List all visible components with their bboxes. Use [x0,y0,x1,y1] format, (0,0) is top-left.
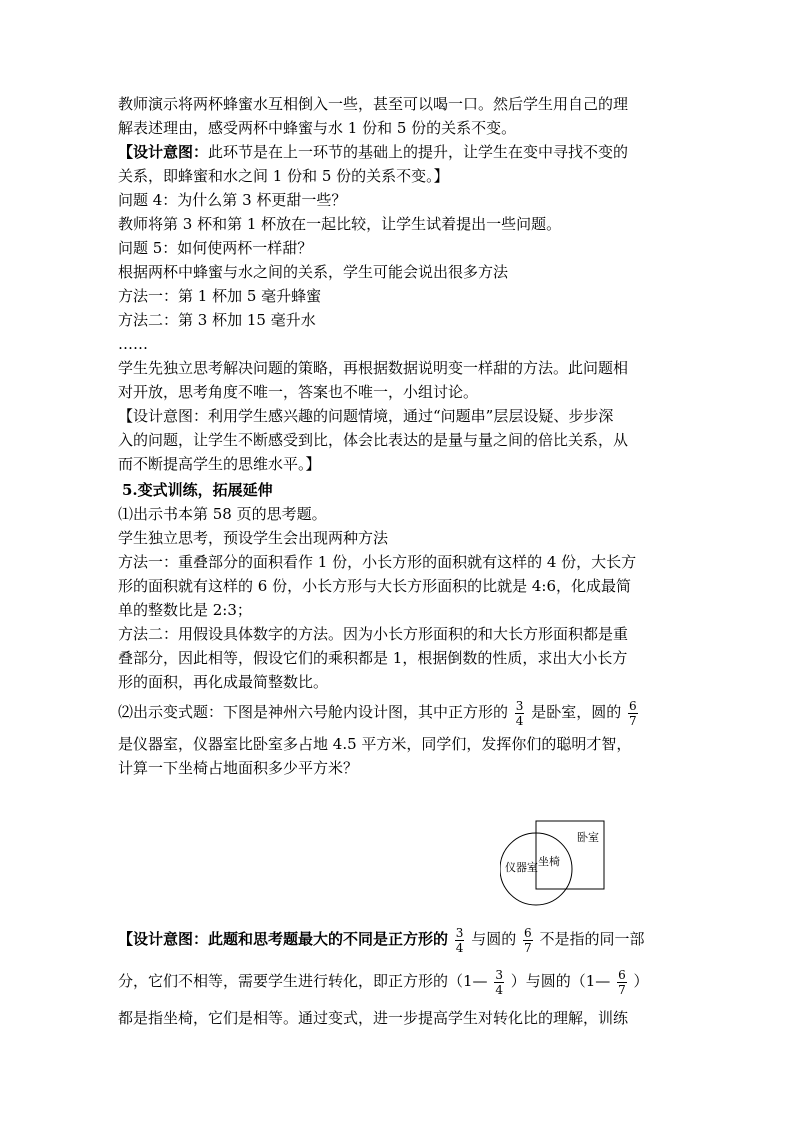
fraction-numerator: 3 [455,925,464,940]
text-span: ⑵出示变式题：下图是神州六号舱内设计图，其中正方形的 [118,703,509,721]
fraction-six-sevenths [617,968,627,997]
section-heading: 5.变式训练，拓展延伸 [122,481,273,499]
fraction-denominator: 7 [618,982,626,997]
fraction-denominator: 4 [495,982,503,997]
fraction-three-quarters [515,699,525,728]
fraction-denominator: 4 [515,713,524,728]
text-line: 教师将第 3 杯和第 1 杯放在一起比较，让学生试着提出一些问题。 [118,215,562,233]
fraction-numerator: 6 [618,967,626,982]
seat-label: 坐椅 [538,855,560,868]
text-line: 对开放，思考角度不唯一，答案也不唯一，小组讨论。 [118,383,479,401]
text-line: 方法二：用假设具体数字的方法。因为小长方形面积的和大长方形面积都是重 [118,625,629,643]
text-span: 是卧室，圆的 [531,703,622,721]
text-line: 问题 4：为什么第 3 杯更甜一些？ [118,191,347,209]
text-line: 方法一：第 1 杯加 5 毫升蜂蜜 [118,287,322,305]
text-line: 形的面积就有这样的 6 份，小长方形与大长方形面积的比就是 4:6，化成最简 [118,577,631,595]
text-line: 叠部分，因此相等，假设它们的乘积都是 1，根据倒数的性质，求出大小长方 [118,649,628,667]
text-line: 教师演示将两杯蜂蜜水互相倒入一些，甚至可以喝一口。然后学生用自己的理 [118,95,629,113]
text-span: 此环节是在上一环节的基础上的提升，让学生在变中寻找不变的 [208,143,629,161]
text-line: 问题 5：如何使两杯一样甜？ [118,239,313,257]
fraction-six-sevenths [628,699,638,728]
intent-line [118,964,649,998]
fraction-numerator: 6 [629,698,637,713]
fraction-numerator: 6 [524,925,532,940]
text-span: ） [633,972,649,990]
text-line: 关系，即蜂蜜和水之间 1 份和 5 份的关系不变。】 [118,167,449,185]
text-line: 方法二：第 3 杯加 15 毫升水 [118,311,316,329]
text-line: 方法一：重叠部分的面积看作 1 份，小长方形的面积就有这样的 4 份，大长方 [118,553,637,571]
problem-line [118,696,640,728]
text-span: ）与圆的（1— [510,972,611,990]
fraction-denominator: 7 [629,713,637,728]
text-line: …… [118,335,148,353]
text-line: 根据两杯中蜂蜜与水之间的关系，学生可能会说出很多方法 [118,263,509,281]
text-line: 【设计意图：此环节是在上一环节的基础上的提升，让学生在变中寻找不变的 [118,143,629,161]
fraction-three-quarters [494,968,504,997]
fraction-denominator: 4 [455,940,464,955]
intent-line [118,922,644,956]
text-line: 单的整数比是 2:3； [118,601,252,619]
text-span: 分，它们不相等，需要学生进行转化，即正方形的（1— [118,972,488,990]
fraction-numerator: 3 [515,698,524,713]
text-line: 入的问题，让学生不断感受到比，体会比表达的是量与量之间的倍比关系，从 [118,431,629,449]
instrument-room-label: 仪器室 [505,861,538,874]
text-line: 而不断提高学生的思维水平。】 [118,455,321,473]
text-line: 计算一下坐椅占地面积多少平方米？ [118,759,359,777]
text-span: 与圆的 [471,930,517,948]
fraction-denominator: 7 [524,940,532,955]
text-span: 不是指的同一部 [539,930,645,948]
text-line: 学生独立思考，预设学生会出现两种方法 [118,529,389,547]
text-span: 【设计意图：此题和思考题最大的不同是正方形的 [118,930,449,948]
bedroom-label: 卧室 [577,831,599,844]
fraction-numerator: 3 [495,967,503,982]
fraction-six-sevenths [523,926,533,955]
fraction-three-quarters [455,926,465,955]
cabin-design-figure [500,817,610,917]
text-line: 是仪器室，仪器室比卧室多占地 4.5 平方米，同学们，发挥你们的聪明才智， [118,735,632,753]
text-line: 【设计意图：利用学生感兴趣的问题情境，通过“问题串”层层设疑、步步深 [118,407,614,425]
text-line: ⑴出示书本第 58 页的思考题。 [118,505,327,523]
text-line: 形的面积，再化成最简整数比。 [118,673,329,691]
text-line: 解表述理由，感受两杯中蜂蜜与水 1 份和 5 份的关系不变。 [118,119,517,137]
text-line: 学生先独立思考解决问题的策略，再根据数据说明变一样甜的方法。此问题相 [118,359,629,377]
text-line: 都是指坐椅，它们是相等。通过变式，进一步提高学生对转化比的理解，训练 [118,1009,629,1027]
